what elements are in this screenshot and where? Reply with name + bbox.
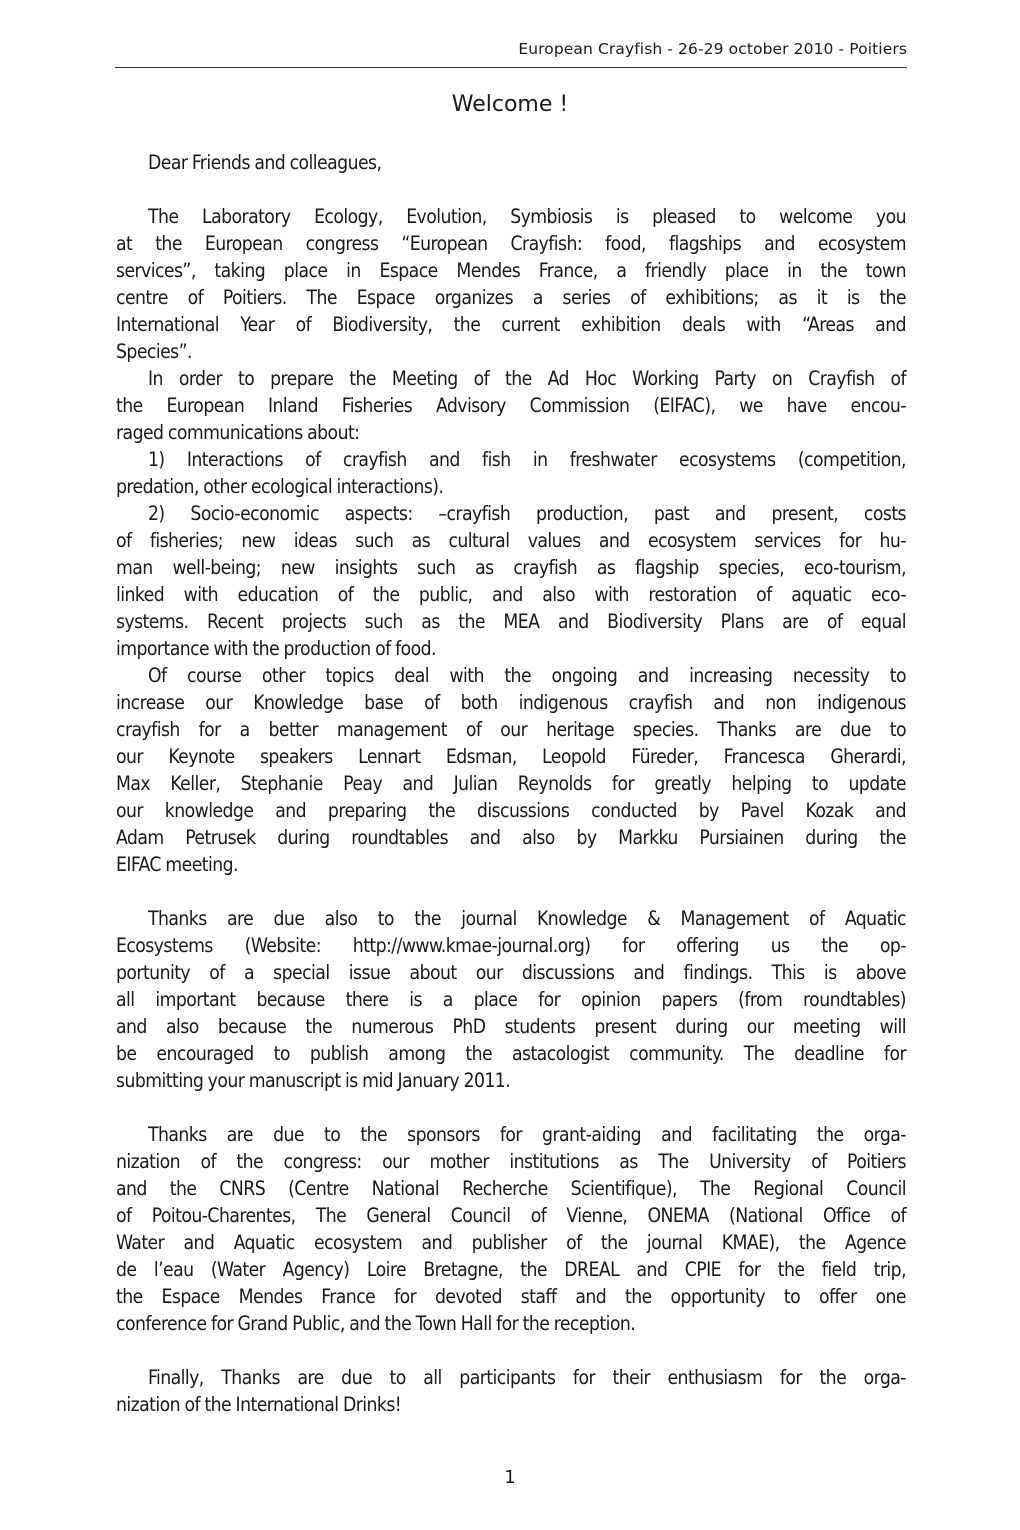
text-line: International Year of Biodiversity, the current exhibition deals with “Areas and	[116, 313, 906, 336]
text-line: of Poitou-Charentes, The General Council of Vienne, ONEMA (National Office of	[116, 1204, 906, 1227]
text-line: crayfish for a better management of our heritage species. Thanks are due to	[116, 718, 906, 741]
text-line: be encouraged to publish among the astacologist community. The deadline for	[116, 1042, 906, 1065]
text-line: Max Keller, Stephanie Peay and Julian Reynolds for greatly helping to update	[116, 772, 906, 795]
text-line: predation, other ecological interactions).	[116, 475, 444, 498]
text-line: Species”.	[116, 340, 192, 363]
text-line: Of course other topics deal with the ongoing and increasing necessity to	[148, 664, 906, 687]
text-line: at the European congress “European Crayfish: food, flagships and ecosystem	[116, 232, 906, 255]
text-line: The Laboratory Ecology, Evolution, Symbiosis is pleased to welcome you	[148, 205, 906, 228]
text-line: man well-being; new insights such as crayfish as flagship species, eco-tourism,	[116, 556, 906, 579]
page-title: Welcome !	[451, 92, 569, 117]
text-line: our Keynote speakers Lennart Edsman, Leopold Füreder, Francesca Gherardi,	[116, 745, 906, 768]
text-line: all important because there is a place for opinion papers (from roundtables)	[116, 988, 906, 1011]
text-line: of fisheries; new ideas such as cultural values and ecosystem services for hu-	[116, 529, 906, 552]
text-line: services”, taking place in Espace Mendes France, a friendly place in the town	[116, 259, 906, 282]
text-line: Water and Aquatic ecosystem and publisher of the journal KMAE), the Agence	[116, 1231, 906, 1254]
text-line: submitting your manuscript is mid January 2011.	[116, 1069, 511, 1092]
text-line: portunity of a special issue about our discussions and findings. This is above	[116, 961, 906, 984]
text-line: Thanks are due also to the journal Knowledge & Management of Aquatic	[148, 907, 906, 930]
text-line: increase our Knowledge base of both indigenous crayfish and non indigenous	[116, 691, 906, 714]
text-line: systems. Recent projects such as the MEA and Biodiversity Plans are of equal	[116, 610, 906, 633]
text-line: centre of Poitiers. The Espace organizes a series of exhibitions; as it is the	[116, 286, 906, 309]
running-header: European Crayfish - 26-29 october 2010 - Poitiers	[518, 40, 907, 58]
text-line: conference for Grand Public, and the Town Hall for the reception.	[116, 1312, 636, 1335]
text-line: In order to prepare the Meeting of the Ad Hoc Working Party on Crayfish of	[148, 367, 906, 390]
text-line: 2) Socio-economic aspects: –crayfish production, past and present, costs	[148, 502, 906, 525]
text-line: EIFAC meeting.	[116, 853, 238, 876]
text-line: Ecosystems (Website: http://www.kmae-journal.org) for offering us the op-	[116, 934, 906, 957]
text-line: linked with education of the public, and also with restoration of aquatic eco-	[116, 583, 906, 606]
text-line: our knowledge and preparing the discussions conducted by Pavel Kozak and	[116, 799, 906, 822]
text-line: Finally, Thanks are due to all participants for their enthusiasm for the orga-	[148, 1366, 906, 1389]
text-line: nization of the International Drinks!	[116, 1393, 402, 1416]
text-line: raged communications about:	[116, 421, 360, 444]
salutation: Dear Friends and colleagues,	[148, 151, 382, 174]
text-line: Adam Petrusek during roundtables and also by Markku Pursiainen during the	[116, 826, 906, 849]
text-line: nization of the congress: our mother institutions as The University of Poitiers	[116, 1150, 906, 1173]
text-line: and also because the numerous PhD students present during our meeting will	[116, 1015, 906, 1038]
text-line: 1) Interactions of crayfish and fish in freshwater ecosystems (competition,	[148, 448, 906, 471]
text-line: and the CNRS (Centre National Recherche Scientifique), The Regional Council	[116, 1177, 906, 1200]
text-line: Thanks are due to the sponsors for grant-aiding and facilitating the orga-	[148, 1123, 906, 1146]
header-rule	[115, 67, 907, 68]
text-line: the Espace Mendes France for devoted staff and the opportunity to offer one	[116, 1285, 906, 1308]
page-number: 1	[504, 1467, 516, 1488]
text-line: the European Inland Fisheries Advisory Commission (EIFAC), we have encou-	[116, 394, 906, 417]
text-line: de l’eau (Water Agency) Loire Bretagne, the DREAL and CPIE for the field trip,	[116, 1258, 906, 1281]
text-line: importance with the production of food.	[116, 637, 436, 660]
